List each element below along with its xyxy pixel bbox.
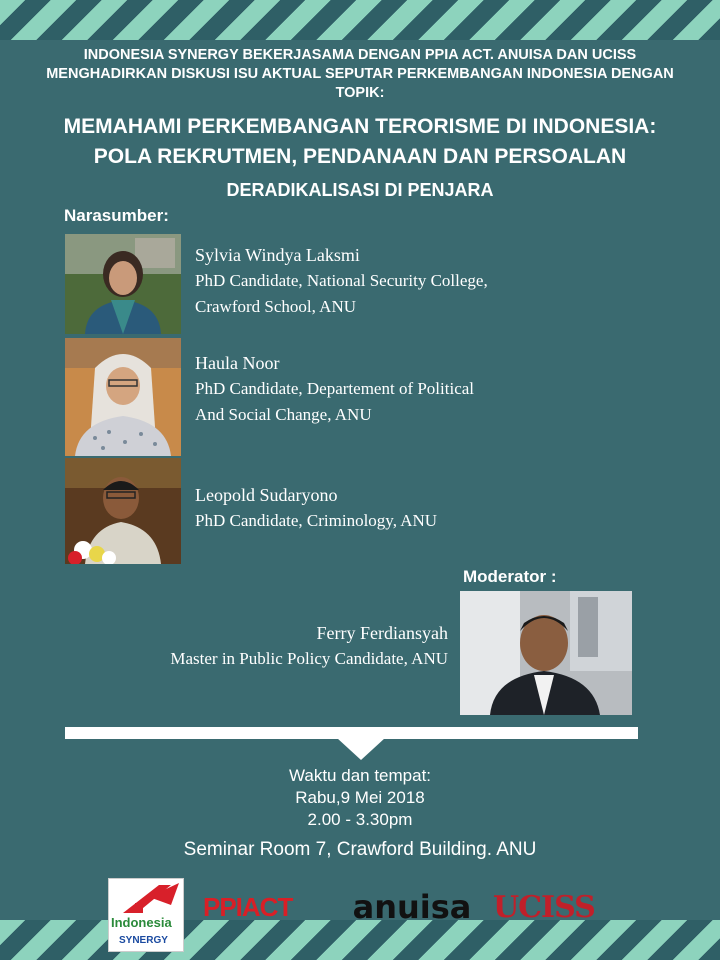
anuisa-logo: [344, 888, 480, 938]
speaker-2-name: Haula Noor: [195, 353, 280, 373]
moderator-name: Ferry Ferdiansyah: [316, 623, 448, 643]
event-details: [0, 765, 720, 861]
speakers-label: Narasumber:: [64, 206, 169, 225]
title-line-2: POLA REKRUTMEN, PENDANAAN DAN PERSOALAN: [93, 145, 627, 168]
title-line-3: DERADIKALISASI DI PENJARA: [226, 180, 494, 200]
moderator-role: Master in Public Policy Candidate, ANU: [170, 649, 448, 668]
event-date: Rabu,9 Mei 2018: [295, 788, 425, 807]
intro-text: [0, 46, 720, 103]
speaker-2-line-1: PhD Candidate, Departement of Political: [195, 379, 475, 398]
intro-line-1: INDONESIA SYNERGY BEKERJASAMA DENGAN PPIA ACT. ANUISA DAN UCISS: [83, 47, 637, 63]
speaker-1-line-2: Crawford School, ANU: [195, 297, 357, 316]
sponsor-logos: [0, 874, 720, 960]
speaker-1-name: Sylvia Windya Laksmi: [195, 245, 360, 265]
speaker-2-photo: [65, 338, 181, 456]
top-stripe-border: [0, 0, 720, 40]
speaker-3-line-1: PhD Candidate, Criminology, ANU: [195, 511, 438, 530]
uciss-logo: [493, 890, 593, 930]
speaker-2-info: [195, 350, 595, 428]
intro-line-3: TOPIK:: [335, 85, 385, 101]
indonesia-synergy-logo: [108, 878, 184, 952]
speaker-2-line-2: And Social Change, ANU: [195, 405, 372, 424]
event-title: [0, 112, 720, 205]
ppia-act-logo: [203, 892, 333, 932]
divider-arrow: [337, 738, 385, 760]
indonesia-synergy-text-2: SYNERGY: [119, 935, 168, 946]
moderator-info: [60, 620, 448, 672]
speaker-3-name: Leopold Sudaryono: [195, 485, 338, 505]
ppia-act-text: PPIACT: [203, 892, 293, 922]
speaker-1-photo: [65, 234, 181, 334]
speaker-3-info: [195, 482, 595, 534]
speaker-1-line-1: PhD Candidate, National Security College,: [195, 271, 488, 290]
event-time: 2.00 - 3.30pm: [307, 810, 413, 829]
uciss-text: UCISS: [493, 890, 595, 925]
moderator-photo: [460, 591, 632, 715]
moderator-label: Moderator :: [463, 567, 557, 586]
event-venue: Seminar Room 7, Crawford Building. ANU: [183, 839, 537, 860]
anuisa-text: anuisa: [352, 888, 472, 926]
intro-line-2: MENGHADIRKAN DISKUSI ISU AKTUAL SEPUTAR PERKEMBANGAN INDONESIA DENGAN: [46, 66, 674, 82]
speaker-1-info: [195, 242, 595, 320]
title-line-1: MEMAHAMI PERKEMBANGAN TERORISME DI INDONESIA:: [63, 115, 657, 138]
indonesia-synergy-text-1: Indonesia: [111, 915, 172, 930]
event-heading: Waktu dan tempat:: [288, 766, 432, 785]
speaker-3-photo: [65, 458, 181, 564]
